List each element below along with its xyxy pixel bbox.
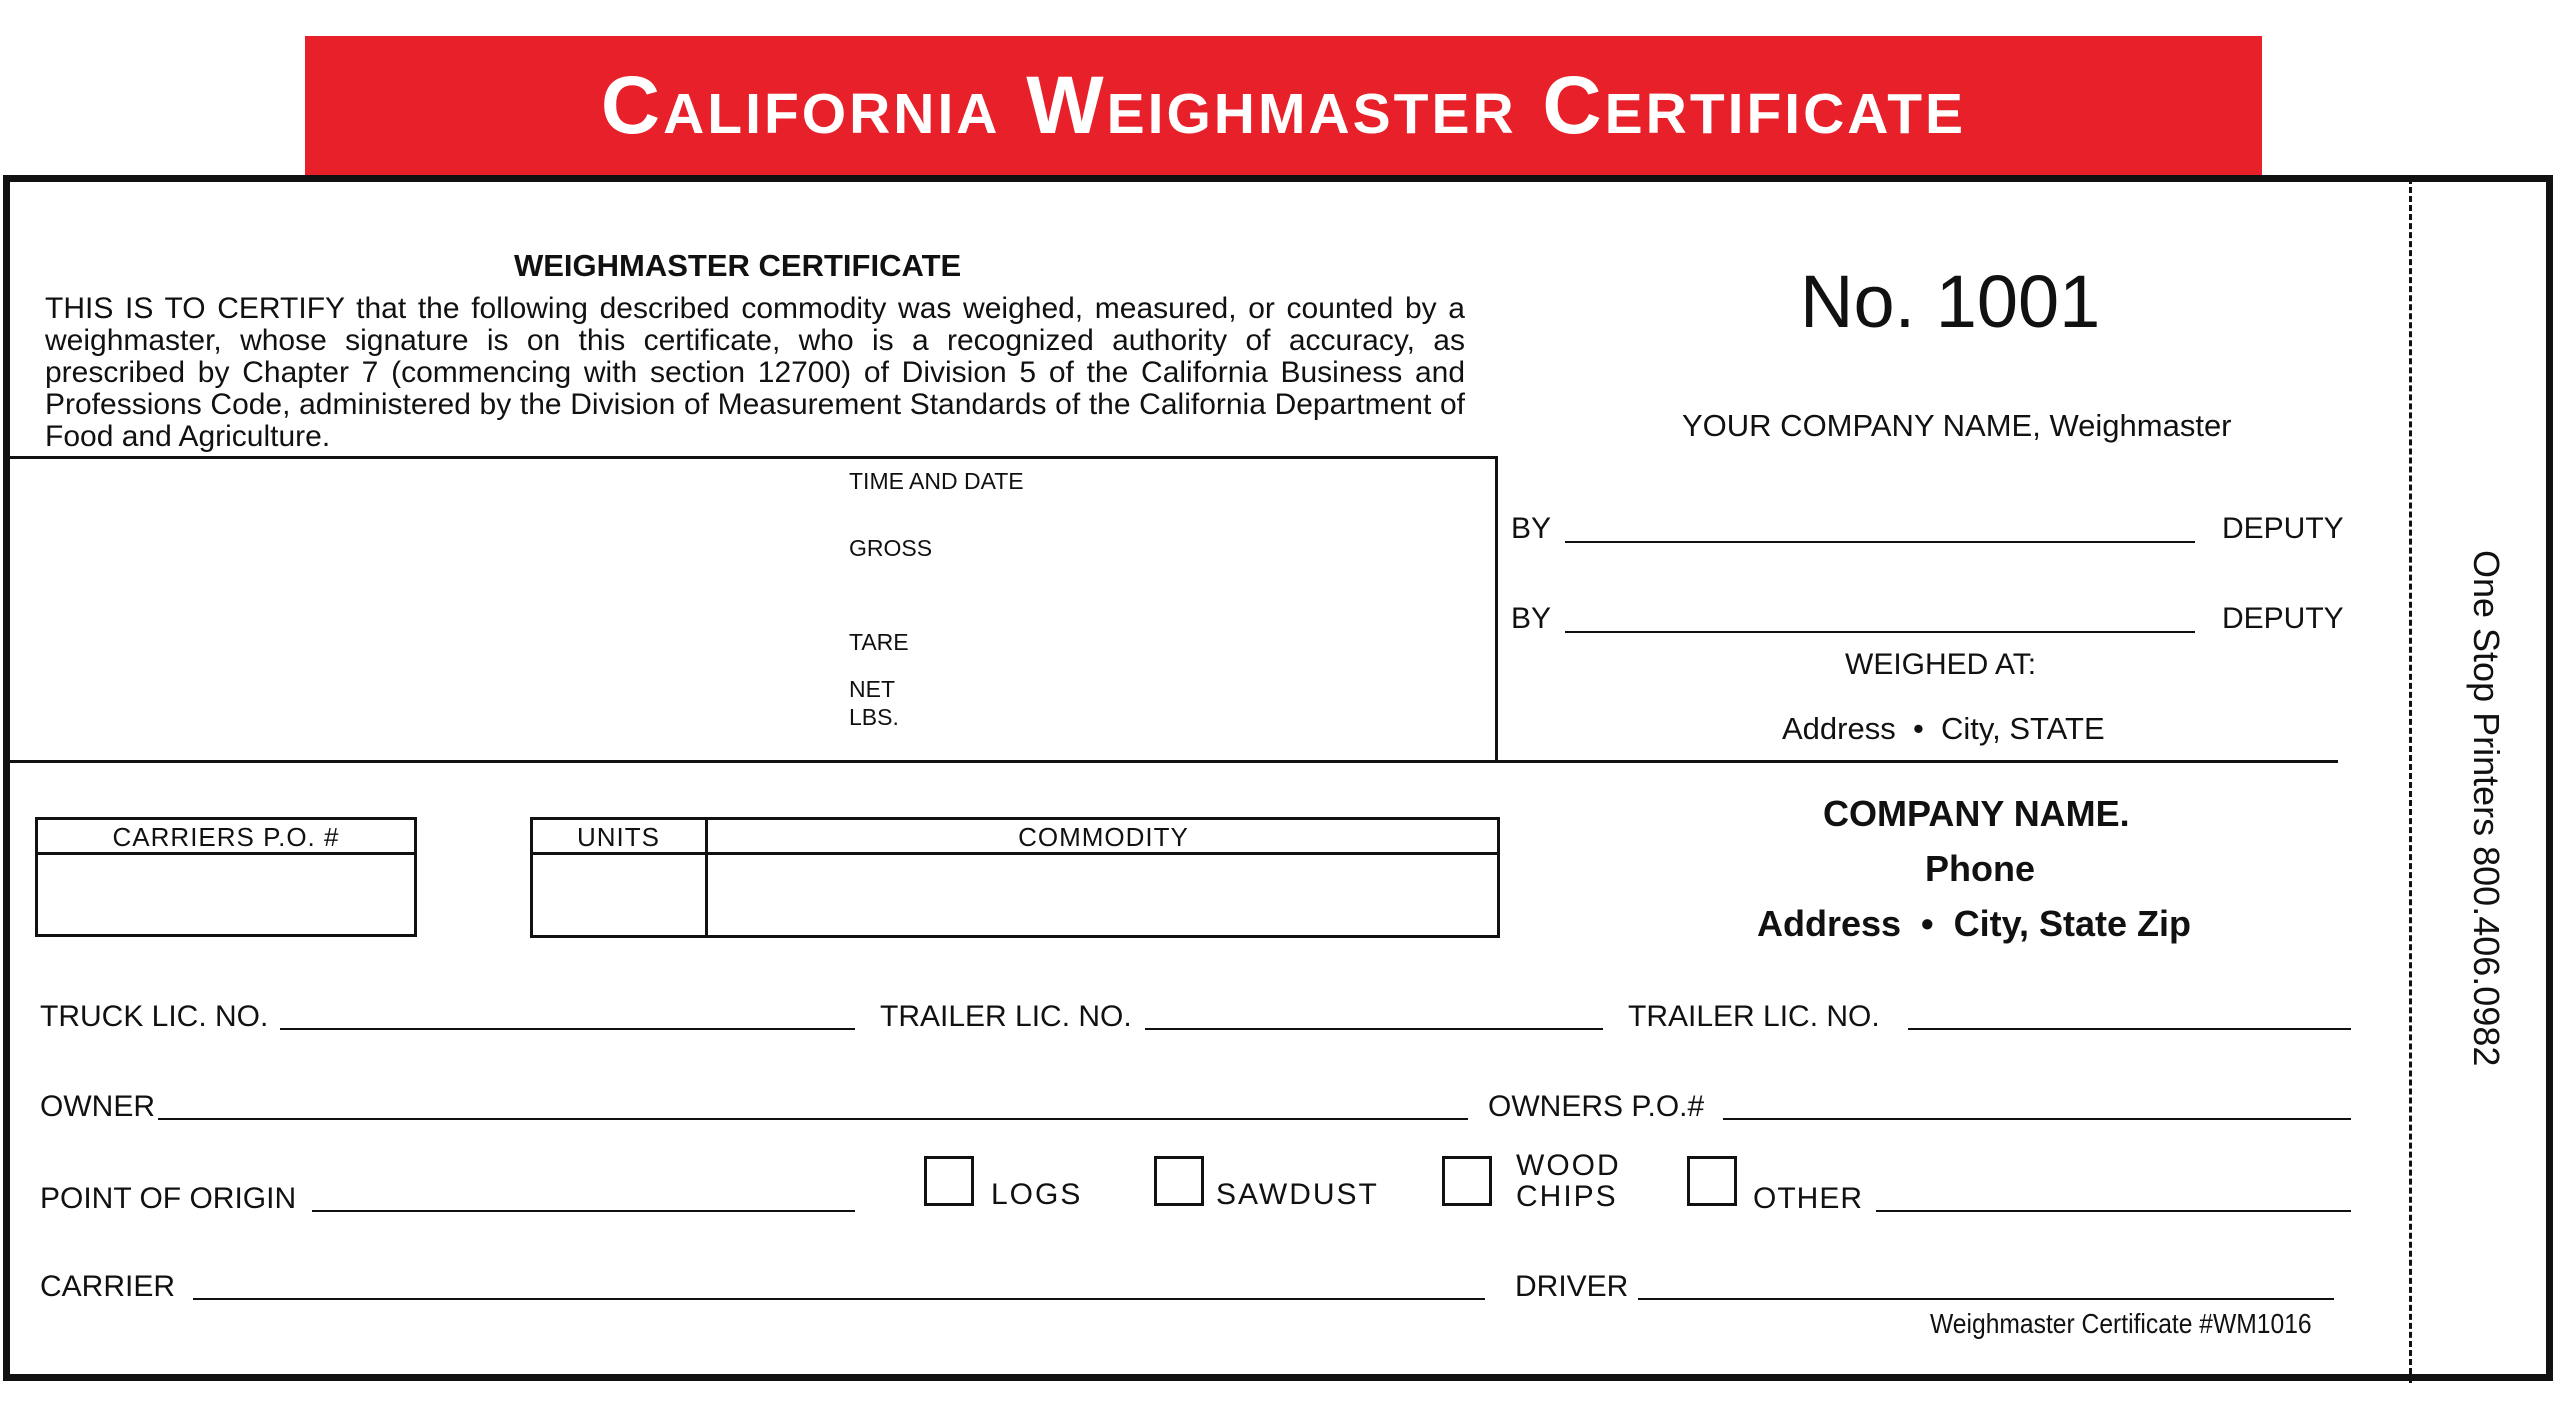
weighed-at-label: WEIGHED AT: [1845, 648, 2037, 681]
gross-label: GROSS [849, 535, 933, 561]
driver-field[interactable] [1638, 1298, 2334, 1300]
commodity-cell[interactable] [709, 855, 1497, 935]
certificate-heading: WEIGHMASTER CERTIFICATE [514, 248, 962, 283]
certificate-number: No. 1001 [1800, 260, 2101, 343]
logs-checkbox[interactable] [924, 1156, 974, 1206]
deputy-label-1: DEPUTY [2222, 512, 2344, 545]
sawdust-label: SAWDUST [1216, 1178, 1379, 1211]
owners-po-label: OWNERS P.O.# [1488, 1090, 1705, 1123]
sawdust-checkbox[interactable] [1154, 1156, 1204, 1206]
truck-lic-label: TRUCK LIC. NO. [40, 1000, 269, 1033]
wood-label: WOOD [1516, 1149, 1621, 1182]
logs-label: LOGS [991, 1178, 1083, 1211]
deputy-signature-line-2[interactable] [1565, 631, 2195, 633]
company-address: Address • City, State Zip [1757, 903, 2192, 944]
certification-statement: THIS IS TO CERTIFY that the following described commodity was weighed, measured, or counted by a weighmaster, whose signature is on this certificate, who is a recognized authority of accuracy, as prescribed by Chapter 7 (commencing with section 12700) of Division 5 of the California Business and Professions Code, administered by the Division of Measurement Standards of the California Department of Food and Agriculture. [45, 292, 1465, 453]
deputy-signature-line-1[interactable] [1565, 541, 2195, 543]
trailer-lic-label-2: TRAILER LIC. NO. [1628, 1000, 1880, 1033]
trailer-lic-field-2[interactable] [1908, 1028, 2351, 1030]
weighmaster-name: YOUR COMPANY NAME, Weighmaster [1682, 408, 2232, 443]
owner-label: OWNER [40, 1090, 155, 1123]
banner-title: California Weighmaster Certificate [600, 59, 1967, 151]
other-checkbox[interactable] [1687, 1156, 1737, 1206]
form-id: Weighmaster Certificate #WM1016 [1930, 1308, 2312, 1339]
units-header: UNITS [577, 822, 660, 852]
truck-lic-field[interactable] [280, 1028, 855, 1030]
weights-right-rule [1495, 456, 1498, 762]
lbs-label: LBS. [849, 704, 899, 730]
weighed-at-location: Address • City, STATE [1782, 711, 2105, 746]
other-label: OTHER [1753, 1182, 1863, 1215]
printer-credit: One Stop Printers 800.406.0982 [2466, 550, 2507, 1067]
weights-bottom-rule [3, 760, 2338, 763]
driver-label: DRIVER [1515, 1270, 1629, 1303]
point-of-origin-field[interactable] [312, 1210, 855, 1212]
time-date-label: TIME AND DATE [849, 468, 1024, 494]
commodity-header: COMMODITY [1018, 822, 1189, 852]
certificate-banner [305, 36, 2262, 175]
net-label: NET [849, 676, 895, 702]
trailer-lic-field-1[interactable] [1145, 1028, 1603, 1030]
by-label-1: BY [1511, 512, 1552, 545]
carriers-po-header: CARRIERS P.O. # [112, 822, 340, 852]
carrier-label: CARRIER [40, 1270, 176, 1303]
carrier-field[interactable] [193, 1298, 1485, 1300]
wood-chips-checkbox[interactable] [1442, 1156, 1492, 1206]
units-cell[interactable] [533, 855, 703, 935]
deputy-label-2: DEPUTY [2222, 602, 2344, 635]
owner-field[interactable] [158, 1118, 1468, 1120]
carriers-po-cell[interactable] [38, 855, 414, 934]
tare-label: TARE [849, 629, 909, 655]
by-label-2: BY [1511, 602, 1552, 635]
perforation-line [2409, 178, 2412, 1383]
owners-po-field[interactable] [1723, 1118, 2351, 1120]
trailer-lic-label-1: TRAILER LIC. NO. [880, 1000, 1132, 1033]
point-of-origin-label: POINT OF ORIGIN [40, 1182, 297, 1215]
chips-label: CHIPS [1516, 1180, 1618, 1213]
weights-top-rule [3, 456, 1498, 459]
company-phone: Phone [1925, 848, 2036, 889]
other-field[interactable] [1876, 1210, 2351, 1212]
company-name: COMPANY NAME. [1823, 793, 2130, 834]
